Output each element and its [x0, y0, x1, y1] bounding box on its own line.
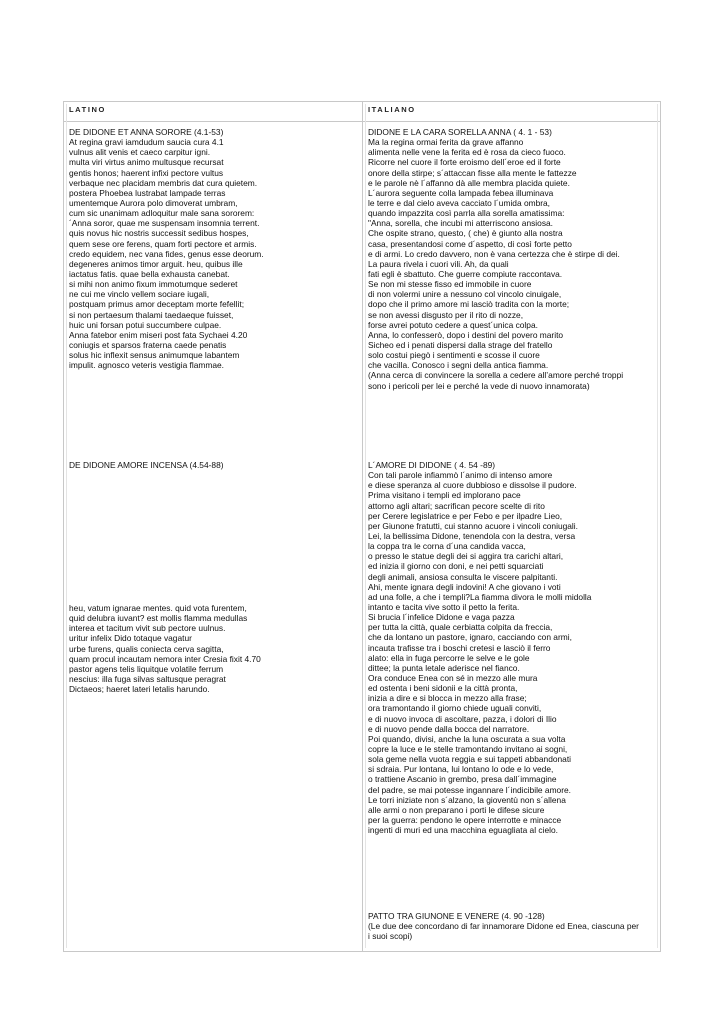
text-line: interea et tacitum vivit sub pectore uulnus. — [69, 623, 226, 634]
text-line: "Anna, sorella, che incubi mi atterriscono ansiosa. — [368, 218, 553, 229]
text-line: quando impazzita così parrla alla sorella amatissima: — [368, 208, 565, 219]
text-line: Dictaeos; haeret lateri letalis harundo. — [69, 684, 210, 695]
text-line: ora tramontando il giorno chiede uguali conviti, — [368, 703, 542, 714]
text-line: Lei, la bellissima Didone, tenendola con la destra, versa — [368, 530, 576, 541]
text-line: incauta trafisse tra i boschi cretesi e lasciò il ferro — [368, 642, 551, 653]
text-line: o trattiene Ascanio in grembo, presa dall´immagine — [368, 774, 557, 785]
text-line: onore della stirpe; s´attaccan fisse alla mente le fattezze — [368, 167, 577, 178]
text-line: alato: ella in fuga percorre le selve e le gole — [368, 652, 530, 663]
italian-column-header: ITALIANO — [368, 105, 416, 114]
latin-column-header: LATINO — [69, 105, 106, 114]
column-divider — [362, 101, 363, 952]
text-line: Prima visitano i templi ed implorano pace — [368, 490, 521, 501]
text-line: multa viri virtus animo multusque recursat — [69, 157, 224, 168]
text-line: se non avessi disgusto per il rito di nozze, — [368, 309, 524, 320]
text-line: cum sic unanimam adloquitur male sana sororem: — [69, 208, 255, 219]
text-line: Con tali parole infiammò l´animo di intenso amore — [368, 470, 553, 481]
text-line: sono i pericoli per lei e perché la vede di nuovo innamorata) — [368, 380, 590, 391]
text-line: umentemque Aurora polo dimoverat umbram, — [69, 197, 238, 208]
text-line: quis novus hic nostris successit sedibus hospes, — [69, 228, 249, 239]
text-line: che vacilla. Conosco i segni della antica fiamma. — [368, 360, 549, 371]
text-line: i suoi scopi) — [368, 931, 413, 942]
latin-column — [69, 127, 359, 695]
text-line: forse avrei potuto cedere a quest´unica colpa. — [368, 319, 538, 330]
text-line: huic uni forsan potui succumbere culpae. — [69, 319, 222, 330]
text-line: ´Anna soror, quae me suspensam insomnia terrent. — [69, 218, 260, 229]
text-line: Anna fatebor enim miseri post fata Sychaei 4.20 — [69, 329, 248, 340]
text-line: o presso le statue degli dei si aggira tra carichi altari, — [368, 551, 564, 562]
text-line: Ahi, mente ignara degli indovini! A che giovano i voti — [368, 581, 561, 592]
text-line: intanto e tacita vive sotto il petto la ferita. — [368, 601, 520, 612]
text-line: ingenti di muri ed una macchina eguagliata al cielo. — [368, 825, 558, 836]
italian-block-1 — [368, 127, 623, 391]
table-inner-border-left — [66, 104, 67, 948]
text-line: casa, presentandosi come d´aspetto, di così forte petto — [368, 238, 572, 249]
table-inner-border-right — [657, 104, 658, 948]
text-line: alle armi o non preparano i porti le difese sicure — [368, 804, 545, 815]
text-line: Se non mi stesse fisso ed immobile in cuore — [368, 279, 532, 290]
text-line: di non volermi unire a nessuno col vincolo cinuigale, — [368, 289, 562, 300]
text-line: Ora conduce Enea con sé in mezzo alle mura — [368, 672, 538, 683]
text-line: nescius: illa fuga silvas saltusque peragrat — [69, 673, 226, 684]
text-line: si sdraia. Pur lontana, lui lontano lo ode e lo vede, — [368, 764, 554, 775]
text-line: si non pertaesum thalami taedaeque fuisset, — [69, 309, 234, 320]
text-line: e di armi. Lo credo davvero, non è vana certezza che è stirpe di dei. — [368, 248, 620, 259]
latin-block-1 — [69, 127, 264, 370]
table-inner-border-middle — [365, 104, 366, 948]
text-line: postera Phoebea lustrabat lampade terras — [69, 187, 226, 198]
text-line: ne cui me vinclo vellem sociare iugali, — [69, 289, 210, 300]
text-line: Poi quando, divisi, anche la luna oscurata a sua volta — [368, 733, 566, 744]
latin-block-2 — [69, 460, 224, 470]
text-line: pastor agens telis liquitque volatile ferrum — [69, 663, 224, 674]
text-line: L´AMORE DI DIDONE ( 4. 54 -89) — [368, 460, 496, 470]
text-line: impulit. agnosco veteris vestigia flammae. — [69, 360, 225, 371]
text-line: verbaque nec placidam membris dat cura quietem. — [69, 177, 258, 188]
text-line: per Cerere legislatrice e per Febo e per ilpadre Lieo, — [368, 510, 563, 521]
text-line: ed inizia il giorno con doni, e nei petti squarciati — [368, 561, 544, 572]
text-line: Anna, lo confesserò, dopo i destini del povero marito — [368, 329, 564, 340]
text-line: sola geme nella vuota reggia e sui tappeti abbandonati — [368, 754, 572, 765]
text-line: heu, vatum ignarae mentes. quid vota furentem, — [69, 603, 247, 613]
text-line: per Giunone fratutti, cui stanno acuore i vincoli coniugali. — [368, 520, 578, 531]
text-line: inizia a dire e si blocca in mezzo alla frase; — [368, 693, 527, 704]
text-line: del padre, se mai potesse ingannare l´indicibile amore. — [368, 784, 571, 795]
text-line: alimenta nelle vene la ferita ed è rosa da cieco fuoco. — [368, 147, 566, 158]
text-line: Le torri iniziate non s´alzano, la gioventù non s´allena — [368, 794, 566, 805]
text-line: quam procul incautam nemora inter Cresia fixit 4.70 — [69, 653, 261, 664]
text-line: e di nuovo pende dalla bocca del narratore. — [368, 723, 530, 734]
text-line: che da lontano un pastore, ignaro, cacciando con armi, — [368, 632, 572, 643]
text-line: PATTO TRA GIUNONE E VENERE (4. 90 -128) — [368, 911, 545, 921]
text-line: per la guerra: pendono le opere interrotte e minacce — [368, 814, 562, 825]
text-line: vulnus alit venis et caeco carpitur igni. — [69, 147, 211, 158]
text-line: si mihi non animo fixum immotumque sederet — [69, 279, 238, 290]
text-line: Ricorre nel cuore il forte eroismo dell´eroe ed il forte — [368, 157, 561, 168]
text-line: ed ostenta i beni sidonii e la città pronta, — [368, 683, 518, 694]
text-line: fati egli è sbattuto. Che guerre compiute raccontava. — [368, 268, 563, 279]
text-line: iactatus fatis. quae bella exhausta canebat. — [69, 268, 230, 279]
text-line: dopo che il primo amore mi lasciò tradita con la morte; — [368, 299, 570, 310]
text-line: dittee; la punta letale aderisce nel fianco. — [368, 662, 520, 673]
text-line: la coppa tra le corna d´una candida vacca, — [368, 541, 526, 552]
text-line: solo costui piegò i sentimenti e scosse il cuore — [368, 350, 540, 361]
text-line: quid delubra iuvant? est mollis flamma medullas — [69, 613, 248, 624]
text-line: (Anna cerca di convincere la sorella a cedere all’amore perché troppi — [368, 370, 624, 381]
text-line: (Le due dee concordano di far innamorare Didone ed Enea, ciascuna per — [368, 921, 639, 932]
text-line: postquam primus amor deceptam morte fefellit; — [69, 299, 245, 310]
text-line: degli animali, ansiosa consulta le viscere palpitanti. — [368, 571, 558, 582]
text-line: urbe furens, qualis coniecta cerva sagitta, — [69, 643, 224, 654]
header-divider — [63, 121, 661, 122]
text-line: Si brucia l´infelice Didone e vaga pazza — [368, 612, 515, 623]
text-line: Che ospite strano, questo, ( che) è giunto alla nostra — [368, 228, 563, 239]
text-line: degeneres animos timor arguit. heu, quibus ille — [69, 258, 243, 269]
italian-column — [368, 127, 656, 942]
text-line: e le parole nè l´affanno dà alle membra placida quiete. — [368, 177, 570, 188]
text-line: per tutta la città, quale cerbiatta colpita da freccia, — [368, 622, 553, 633]
text-line: attorno agli altari; sacrifican pecore scelte di rito — [368, 500, 545, 511]
text-line: uritur infelix Dido totaque vagatur — [69, 633, 192, 644]
text-line: le terre e dal cielo aveva cacciato l´umida ombra, — [368, 197, 551, 208]
latin-block-3 — [69, 603, 261, 694]
text-line: DIDONE E LA CARA SORELLA ANNA ( 4. 1 - 53) — [368, 127, 552, 137]
text-line: Ma la regina ormai ferita da grave affanno — [368, 137, 524, 148]
text-line: credo equidem, nec vana fides, genus esse deorum. — [69, 248, 264, 259]
text-line: DE DIDONE ET ANNA SORORE (4.1-53) — [69, 127, 224, 137]
text-line: DE DIDONE AMORE INCENSA (4.54-88) — [69, 460, 224, 470]
text-line: copre la luce e le stelle tramontando invitano ai sogni, — [368, 743, 568, 754]
text-line: quem sese ore ferens, quam forti pectore et armis. — [69, 238, 257, 249]
text-line: ad una folle, a che i templi?La fiamma divora le molli midolla — [368, 591, 592, 602]
text-line: coniugis et sparsos fraterna caede penatis — [69, 339, 227, 350]
text-line: solus hic inflexit sensus animumque labantem — [69, 350, 240, 361]
italian-block-3 — [368, 911, 639, 941]
text-line: gentis honos; haerent infixi pectore vultus — [69, 167, 224, 178]
text-line: e di nuovo invoca di ascoltare, pazza, i dolori di Ilio — [368, 713, 557, 724]
text-line: At regina gravi iamdudum saucia cura 4.1 — [69, 137, 224, 148]
text-line: La paura rivela i cuori vili. Ah, da quali — [368, 258, 509, 269]
italian-block-2 — [368, 460, 591, 835]
text-line: Sicheo ed i penati dispersi dalla strage del fratello — [368, 339, 553, 350]
text-line: e diese speranza al cuore dubbioso e dissolse il pudore. — [368, 480, 577, 491]
text-line: L´aurora seguente colla lampada febea illuminava — [368, 187, 554, 198]
